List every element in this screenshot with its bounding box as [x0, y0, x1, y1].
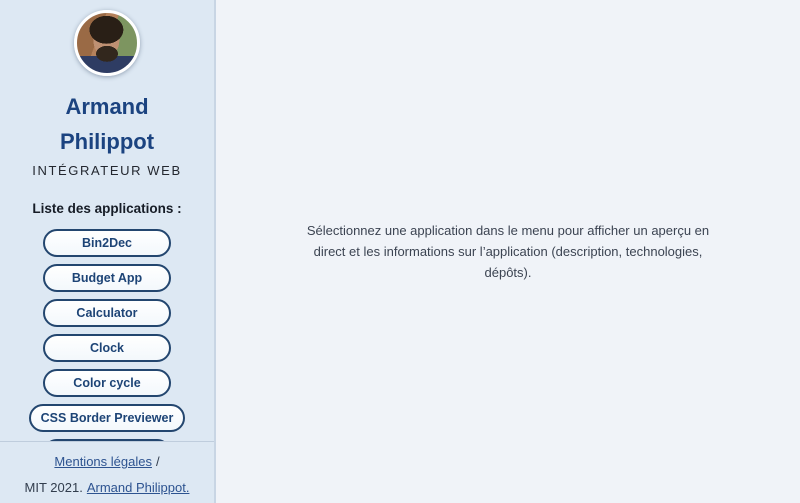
sidebar-footer — [0, 441, 214, 503]
author-link[interactable]: Armand Philippot. — [86, 480, 190, 495]
sidebar — [0, 0, 216, 503]
app-button-css-border-previewer[interactable]: CSS Border Previewer — [29, 404, 186, 432]
app-button-budget-app[interactable]: Budget App — [43, 264, 171, 292]
footer-separator: / — [155, 454, 160, 469]
footer-legal-line — [0, 453, 214, 470]
legal-link[interactable]: Mentions légales — [54, 454, 152, 469]
profile-name — [42, 89, 172, 159]
app-button-bin2dec[interactable]: Bin2Dec — [43, 229, 171, 257]
placeholder-message: Sélectionnez une application dans le menu pour afficher un aperçu en direct et les informations sur l’application (description, technologies, dépôts). — [306, 223, 710, 280]
license-text: MIT 2021. — [24, 480, 83, 495]
sidebar-scroll-area[interactable] — [0, 0, 214, 441]
profile-name-first: Armand — [65, 94, 149, 119]
avatar — [74, 10, 140, 76]
app-button-clock[interactable]: Clock — [43, 334, 171, 362]
footer-license-line — [0, 479, 214, 496]
profile-role: INTÉGRATEUR WEB — [32, 163, 182, 178]
app-button-color-cycle[interactable]: Color cycle — [43, 369, 171, 397]
app-button-calculator[interactable]: Calculator — [43, 299, 171, 327]
main-panel — [216, 0, 800, 503]
profile-name-last: Philippot — [59, 129, 155, 154]
apps-list-label: Liste des applications : — [32, 201, 182, 216]
apps-list — [0, 229, 214, 441]
